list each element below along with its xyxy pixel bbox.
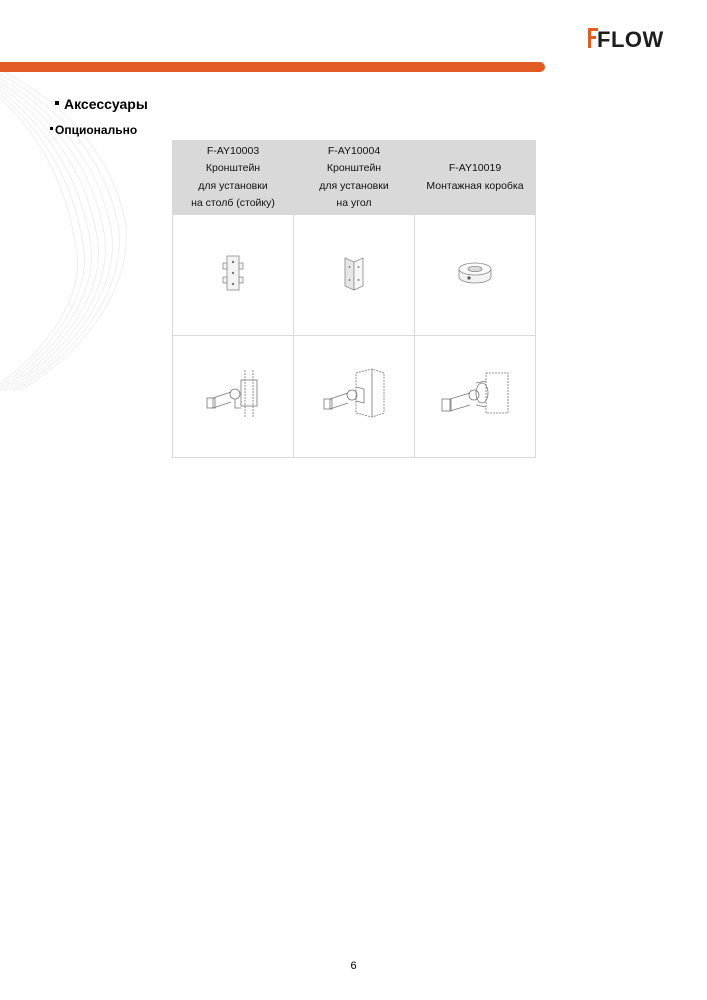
accessory-desc-line: на угол	[336, 197, 372, 209]
accessory-desc-line: для установки	[198, 179, 268, 192]
header-bar	[0, 62, 545, 72]
accessory-image-cell	[294, 215, 415, 336]
mount-diagram-cell	[173, 336, 294, 458]
pole-bracket-icon	[221, 253, 245, 293]
section-heading	[55, 96, 148, 112]
corner-mount-diagram-icon	[322, 367, 386, 421]
pole-mount-diagram-icon	[205, 368, 261, 420]
flow-logo	[588, 26, 672, 50]
accessory-desc-line: Кронштейн	[326, 162, 382, 174]
corner-bracket-icon	[342, 254, 366, 292]
accessory-image-cell	[415, 215, 536, 336]
accessory-image-cell	[173, 215, 294, 336]
section-title: Аксессуары	[64, 96, 148, 112]
table-image-row	[173, 215, 536, 336]
subsection-title: Опционально	[55, 123, 138, 137]
accessory-desc-line: на столб (стойку)	[191, 197, 275, 209]
logo-text: FLOW	[597, 27, 664, 50]
mount-diagram-cell	[294, 336, 415, 458]
accessory-model: F-AY10004	[327, 144, 381, 157]
bullet-icon	[50, 127, 53, 130]
table-mount-row	[173, 336, 536, 458]
bullet-icon	[55, 101, 59, 105]
junction-box-icon	[455, 260, 495, 286]
accessory-header-2	[294, 141, 415, 215]
table-header-row	[173, 141, 536, 215]
accessory-model: F-AY10003	[206, 144, 260, 157]
accessory-desc-line: Кронштейн	[205, 162, 261, 174]
accessory-desc-line: для установки	[319, 179, 389, 192]
accessory-desc-line: Монтажная коробка	[426, 179, 524, 192]
accessory-header-1	[173, 141, 294, 215]
accessory-model: F-AY10019	[448, 162, 502, 174]
subsection-heading	[50, 123, 137, 137]
mount-diagram-cell	[415, 336, 536, 458]
accessories-table	[172, 140, 536, 458]
accessory-header-3	[415, 141, 536, 215]
page-number: 6	[350, 960, 357, 972]
junction-box-mount-diagram-icon	[440, 369, 510, 419]
